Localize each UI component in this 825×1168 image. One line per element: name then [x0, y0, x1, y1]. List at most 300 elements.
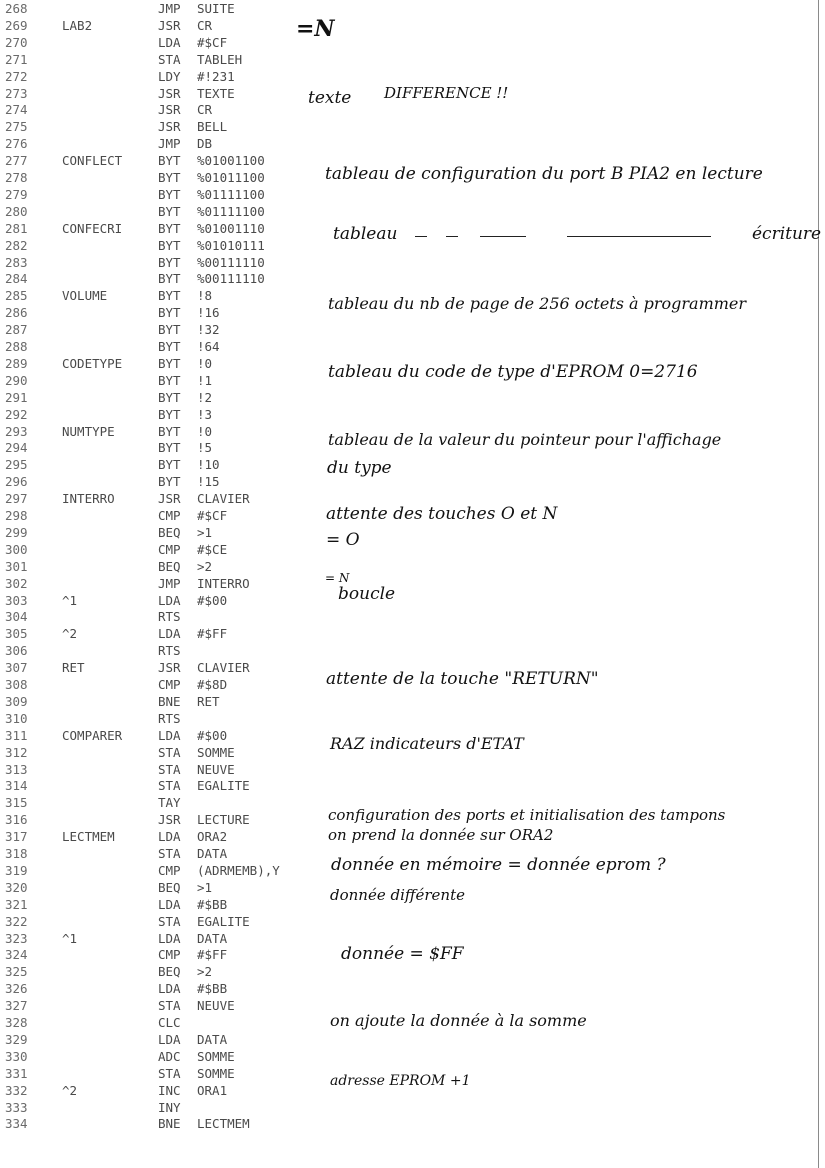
listing-line [0, 828, 300, 845]
listing-line [0, 1082, 300, 1099]
line-number: 291 [5, 389, 28, 405]
line-number: 312 [5, 744, 28, 760]
line-number: 330 [5, 1048, 28, 1064]
listing-line [0, 101, 300, 118]
listing-line [0, 862, 300, 879]
listing-line [0, 338, 300, 355]
line-operand: !3 [197, 406, 213, 422]
listing-line [0, 1031, 300, 1048]
line-number: 294 [5, 440, 28, 456]
line-opcode: STA [158, 51, 181, 67]
line-opcode: BYT [158, 170, 181, 185]
line-number: 292 [5, 406, 28, 422]
listing-line [0, 473, 300, 490]
listing-line [0, 913, 300, 930]
listing-line [0, 1048, 300, 1065]
line-opcode: CMP [158, 862, 181, 878]
line-operand: BELL [197, 119, 228, 135]
line-operand: !1 [197, 372, 213, 388]
listing-line [0, 456, 300, 473]
line-operand: %01001100 [197, 153, 265, 169]
note-texte: texte [308, 88, 352, 108]
line-opcode: BYT [158, 153, 181, 169]
note-confecri-tableau: tableau [333, 224, 398, 244]
line-opcode: BYT [158, 322, 181, 338]
line-label: LECTMEM [62, 829, 115, 845]
line-opcode: LDA [158, 34, 181, 50]
line-operand: !16 [197, 305, 220, 321]
line-opcode: BYT [158, 271, 181, 287]
line-number: 308 [5, 677, 28, 692]
line-number: 301 [5, 558, 28, 574]
line-number: 276 [5, 136, 28, 152]
line-number: 288 [5, 339, 28, 354]
note-boucle: boucle [338, 584, 396, 604]
line-opcode: BYT [158, 339, 181, 354]
line-number: 332 [5, 1082, 28, 1098]
listing-line [0, 1065, 300, 1082]
note-numtype: tableau de la valeur du pointeur pour l'affichage [328, 430, 722, 449]
line-operand: %00111110 [197, 254, 265, 270]
listing-line [0, 68, 300, 85]
line-operand: #$FF [197, 947, 228, 963]
line-number: 319 [5, 862, 28, 878]
line-opcode: BYT [158, 423, 181, 439]
line-operand: CLAVIER [197, 660, 250, 676]
line-number: 281 [5, 220, 28, 236]
line-opcode: JSR [158, 102, 181, 118]
line-opcode: BYT [158, 457, 181, 473]
note-raz: RAZ indicateurs d'ETAT [330, 734, 524, 753]
line-number: 271 [5, 51, 28, 67]
line-number: 284 [5, 271, 28, 287]
line-number: 278 [5, 170, 28, 185]
line-operand: %01111100 [197, 186, 265, 202]
line-opcode: JMP [158, 575, 181, 591]
line-opcode: BEQ [158, 558, 181, 574]
listing-line [0, 642, 300, 659]
line-operand: !32 [197, 322, 220, 338]
note-difference: DIFFERENCE !! [384, 84, 509, 102]
note-conflect: tableau de configuration du port B PIA2 en lecture [325, 164, 763, 184]
line-number: 315 [5, 795, 28, 811]
line-operand: #$FF [197, 626, 228, 642]
page-edge-rule [818, 0, 819, 1168]
listing-line [0, 304, 300, 321]
line-operand: SOMME [197, 1048, 235, 1064]
listing-line [0, 490, 300, 507]
listing-line [0, 625, 300, 642]
listing-line [0, 389, 300, 406]
line-opcode: JSR [158, 119, 181, 135]
line-number: 317 [5, 829, 28, 845]
line-number: 334 [5, 1116, 28, 1132]
line-number: 321 [5, 896, 28, 912]
line-number: 316 [5, 812, 28, 828]
line-operand: #$CF [197, 34, 228, 50]
line-number: 327 [5, 998, 28, 1014]
ditto-dash-3 [480, 236, 526, 237]
line-number: 320 [5, 879, 28, 895]
line-operand: %01010111 [197, 237, 265, 253]
listing-line [0, 575, 300, 592]
listing-line [0, 693, 300, 710]
line-operand: SOMME [197, 1065, 235, 1081]
line-number: 273 [5, 85, 28, 101]
line-opcode: STA [158, 913, 181, 929]
listing-line [0, 608, 300, 625]
listing-line [0, 930, 300, 947]
line-number: 272 [5, 68, 28, 84]
note-config-ports: configuration des ports et initialisation des tampons [328, 806, 726, 824]
line-opcode: BEQ [158, 879, 181, 895]
line-opcode: BYT [158, 237, 181, 253]
line-opcode: ADC [158, 1048, 181, 1064]
line-operand: #$8D [197, 677, 228, 692]
line-opcode: BNE [158, 1116, 181, 1132]
line-number: 290 [5, 372, 28, 388]
line-number: 329 [5, 1031, 28, 1047]
line-opcode: LDA [158, 930, 181, 946]
line-operand: DB [197, 136, 213, 152]
line-number: 298 [5, 508, 28, 523]
line-operand: >1 [197, 524, 213, 540]
line-opcode: CMP [158, 947, 181, 963]
line-number: 325 [5, 964, 28, 980]
line-opcode: RTS [158, 710, 181, 726]
line-number: 299 [5, 524, 28, 540]
listing-line [0, 997, 300, 1014]
line-operand: #$BB [197, 896, 228, 912]
listing-line [0, 186, 300, 203]
line-number: 275 [5, 119, 28, 135]
line-number: 285 [5, 288, 28, 304]
line-opcode: INY [158, 1099, 181, 1115]
note-codetype: tableau du code de type d'EPROM 0=2716 [328, 362, 698, 382]
line-number: 326 [5, 981, 28, 997]
line-opcode: BYT [158, 440, 181, 456]
line-opcode: LDA [158, 592, 181, 608]
line-operand: ORA2 [197, 829, 228, 845]
line-operand: !64 [197, 339, 220, 354]
line-operand: EGALITE [197, 778, 250, 794]
line-opcode: STA [158, 1065, 181, 1081]
listing-line [0, 761, 300, 778]
line-opcode: BYT [158, 474, 181, 490]
line-label: VOLUME [62, 288, 108, 304]
listing-line [0, 879, 300, 896]
line-operand: SOMME [197, 744, 235, 760]
listing-line [0, 507, 300, 524]
line-number: 295 [5, 457, 28, 473]
listing-line [0, 0, 300, 17]
line-number: 270 [5, 34, 28, 50]
note-ecriture: écriture [752, 224, 822, 244]
listing-line [0, 439, 300, 456]
line-number: 313 [5, 761, 28, 777]
note-equals-n-2: = N [325, 571, 350, 585]
line-operand: RET [197, 693, 220, 709]
line-opcode: LDA [158, 1031, 181, 1047]
line-number: 283 [5, 254, 28, 270]
listing-line [0, 372, 300, 389]
listing-line [0, 17, 300, 34]
listing-line [0, 896, 300, 913]
listing-line [0, 744, 300, 761]
listing-line [0, 85, 300, 102]
line-operand: >1 [197, 879, 213, 895]
line-number: 306 [5, 643, 28, 659]
listing-line [0, 710, 300, 727]
line-number: 296 [5, 474, 28, 490]
note-interro: attente des touches O et N [326, 504, 558, 524]
line-operand: %01011100 [197, 170, 265, 185]
line-number: 310 [5, 710, 28, 726]
line-number: 289 [5, 355, 28, 371]
line-label: ^1 [62, 930, 78, 946]
ditto-dash-4 [567, 236, 711, 237]
line-opcode: BYT [158, 186, 181, 202]
listing-line [0, 524, 300, 541]
note-equals-o: = O [326, 530, 360, 550]
line-number: 286 [5, 305, 28, 321]
line-opcode: STA [158, 998, 181, 1014]
line-number: 331 [5, 1065, 28, 1081]
line-opcode: RTS [158, 609, 181, 625]
line-number: 277 [5, 153, 28, 169]
line-number: 268 [5, 1, 28, 16]
line-opcode: INC [158, 1082, 181, 1098]
line-opcode: JSR [158, 660, 181, 676]
listing-line [0, 659, 300, 676]
line-operand: (ADRMEMB),Y [197, 862, 280, 878]
line-number: 318 [5, 846, 28, 861]
line-opcode: JMP [158, 1, 181, 16]
line-operand: NEUVE [197, 761, 235, 777]
listing-line [0, 946, 300, 963]
line-opcode: JSR [158, 491, 181, 507]
line-number: 307 [5, 660, 28, 676]
line-opcode: BYT [158, 305, 181, 321]
line-operand: #!231 [197, 68, 235, 84]
listing-line [0, 423, 300, 440]
listing-line [0, 541, 300, 558]
line-number: 274 [5, 102, 28, 118]
line-number: 314 [5, 778, 28, 794]
note-ff: donnée = $FF [341, 944, 464, 964]
listing-line [0, 1099, 300, 1116]
line-operand: #$BB [197, 981, 228, 997]
listing-line [0, 558, 300, 575]
listing-line [0, 220, 300, 237]
line-label: CONFECRI [62, 220, 123, 236]
line-opcode: BYT [158, 355, 181, 371]
line-opcode: JMP [158, 136, 181, 152]
line-opcode: LDA [158, 727, 181, 743]
line-opcode: STA [158, 846, 181, 861]
listing-line [0, 727, 300, 744]
ditto-dash-2 [446, 236, 458, 237]
line-opcode: LDY [158, 68, 181, 84]
line-number: 297 [5, 491, 28, 507]
line-opcode: BYT [158, 406, 181, 422]
listing-line [0, 321, 300, 338]
listing-line [0, 794, 300, 811]
line-opcode: JSR [158, 17, 181, 33]
listing-line [0, 1014, 300, 1031]
note-somme: on ajoute la donnée à la somme [330, 1011, 587, 1030]
line-number: 304 [5, 609, 28, 625]
line-number: 305 [5, 626, 28, 642]
line-label: ^2 [62, 1082, 78, 1098]
listing-line [0, 592, 300, 609]
line-operand: !10 [197, 457, 220, 473]
listing-line [0, 135, 300, 152]
line-opcode: BYT [158, 372, 181, 388]
line-opcode: JSR [158, 85, 181, 101]
line-opcode: BYT [158, 389, 181, 405]
line-label: RET [62, 660, 85, 676]
line-number: 279 [5, 186, 28, 202]
note-ora2: on prend la donnée sur ORA2 [328, 826, 554, 844]
line-opcode: CMP [158, 677, 181, 692]
listing-line [0, 963, 300, 980]
listing-line [0, 676, 300, 693]
line-operand: #$00 [197, 727, 228, 743]
listing-line [0, 406, 300, 423]
line-operand: #$CE [197, 541, 228, 557]
listing-line [0, 118, 300, 135]
line-operand: DATA [197, 846, 228, 861]
line-operand: !0 [197, 355, 213, 371]
line-number: 287 [5, 322, 28, 338]
line-number: 328 [5, 1015, 28, 1030]
line-opcode: BYT [158, 220, 181, 236]
line-operand: !8 [197, 288, 213, 304]
line-opcode: STA [158, 761, 181, 777]
listing-line [0, 1115, 300, 1132]
line-opcode: RTS [158, 643, 181, 659]
line-number: 311 [5, 727, 28, 743]
note-differente: donnée différente [330, 886, 465, 904]
line-number: 333 [5, 1099, 28, 1115]
line-operand: >2 [197, 558, 213, 574]
line-operand: CLAVIER [197, 491, 250, 507]
line-operand: !5 [197, 440, 213, 456]
note-volume: tableau du nb de page de 256 octets à programmer [328, 294, 747, 313]
note-du-type: du type [327, 458, 392, 478]
line-operand: %01111100 [197, 203, 265, 219]
line-opcode: BYT [158, 203, 181, 219]
line-operand: %01001110 [197, 220, 265, 236]
line-number: 303 [5, 592, 28, 608]
note-equals-n: =N [296, 16, 335, 42]
line-opcode: TAY [158, 795, 181, 811]
line-label: ^1 [62, 592, 78, 608]
note-compare: donnée en mémoire = donnée eprom ? [331, 855, 666, 875]
line-operand: LECTURE [197, 812, 250, 828]
line-opcode: BYT [158, 254, 181, 270]
listing-line [0, 287, 300, 304]
line-opcode: CMP [158, 541, 181, 557]
line-opcode: BNE [158, 693, 181, 709]
line-label: NUMTYPE [62, 423, 115, 439]
listing-line [0, 237, 300, 254]
line-operand: CR [197, 102, 213, 118]
listing-line [0, 152, 300, 169]
line-operand: CR [197, 17, 213, 33]
line-operand: #$CF [197, 508, 228, 523]
line-opcode: JSR [158, 812, 181, 828]
listing-line [0, 270, 300, 287]
listing-line [0, 34, 300, 51]
line-opcode: BEQ [158, 524, 181, 540]
assembly-listing [0, 0, 300, 1168]
line-operand: INTERRO [197, 575, 250, 591]
line-opcode: LDA [158, 829, 181, 845]
listing-line [0, 980, 300, 997]
line-number: 322 [5, 913, 28, 929]
line-label: COMPARER [62, 727, 123, 743]
line-number: 282 [5, 237, 28, 253]
line-operand: >2 [197, 964, 213, 980]
line-operand: DATA [197, 930, 228, 946]
ditto-dash-1 [415, 236, 427, 237]
listing-line [0, 203, 300, 220]
line-opcode: LDA [158, 981, 181, 997]
line-operand: #$00 [197, 592, 228, 608]
line-label: ^2 [62, 626, 78, 642]
line-label: INTERRO [62, 491, 115, 507]
note-return: attente de la touche "RETURN" [326, 669, 599, 689]
line-operand: DATA [197, 1031, 228, 1047]
line-operand: EGALITE [197, 913, 250, 929]
line-number: 280 [5, 203, 28, 219]
line-opcode: BEQ [158, 964, 181, 980]
line-operand: !15 [197, 474, 220, 490]
line-label: CONFLECT [62, 153, 123, 169]
line-number: 302 [5, 575, 28, 591]
line-number: 324 [5, 947, 28, 963]
line-label: CODETYPE [62, 355, 123, 371]
note-adresse: adresse EPROM +1 [330, 1073, 471, 1089]
line-opcode: STA [158, 744, 181, 760]
line-number: 293 [5, 423, 28, 439]
line-number: 269 [5, 17, 28, 33]
line-operand: %00111110 [197, 271, 265, 287]
line-opcode: LDA [158, 626, 181, 642]
listing-line [0, 777, 300, 794]
line-operand: !2 [197, 389, 213, 405]
listing-line [0, 51, 300, 68]
line-operand: TABLEH [197, 51, 243, 67]
line-opcode: STA [158, 778, 181, 794]
line-operand: TEXTE [197, 85, 235, 101]
line-operand: LECTMEM [197, 1116, 250, 1132]
line-opcode: CLC [158, 1015, 181, 1030]
listing-line [0, 169, 300, 186]
line-opcode: LDA [158, 896, 181, 912]
line-operand: SUITE [197, 1, 235, 16]
line-label: LAB2 [62, 17, 93, 33]
line-operand: NEUVE [197, 998, 235, 1014]
listing-line [0, 355, 300, 372]
line-number: 309 [5, 693, 28, 709]
line-operand: !0 [197, 423, 213, 439]
line-number: 323 [5, 930, 28, 946]
line-operand: ORA1 [197, 1082, 228, 1098]
listing-line [0, 254, 300, 271]
